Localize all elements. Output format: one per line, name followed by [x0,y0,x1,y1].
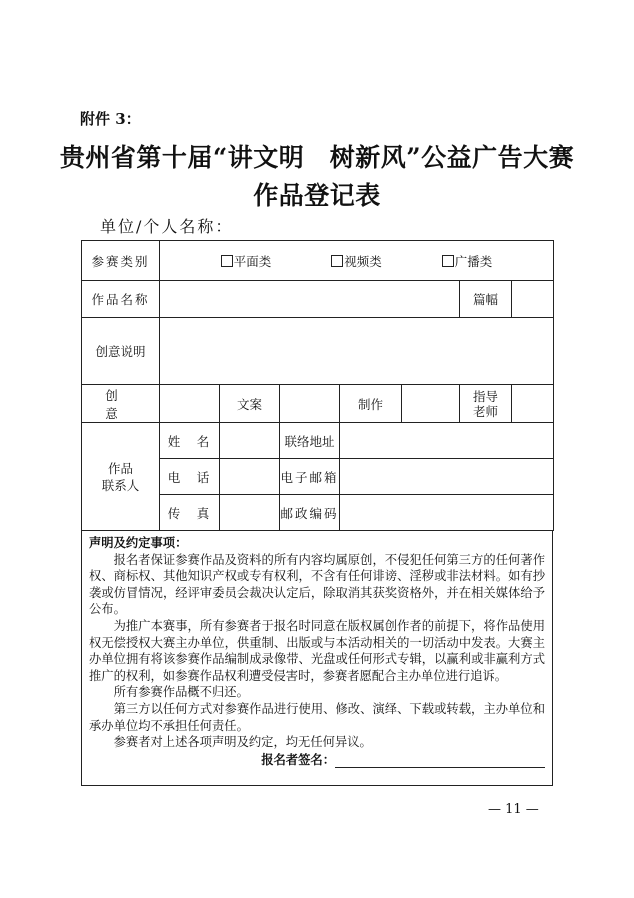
production-label: 制作 [340,385,402,423]
checkbox-radio[interactable] [442,255,454,267]
concept-label: 创意说明 [82,318,160,385]
option-radio[interactable]: 广播类 [442,252,493,270]
declaration-paragraph: 为推广本赛事，所有参赛者于报名时同意在版权属创作者的前提下，将作品使用权无偿授权大赛主办单位，供重制、出版或与本活动相关的一切活动中发表。大赛主办单位拥有将该参赛作品编制成录像带、光盘或任何形式专辑，以赢利或非赢利方式推广的权利，如参赛作品权利遭受侵害时，参赛者愿配合主办单位进行追诉。 [89,618,545,683]
signature-label: 报名者签名： [261,751,335,767]
creative-label: 创 意 [82,385,160,423]
document-subtitle: 作品登记表 [253,181,381,210]
postcode-field[interactable] [340,495,554,531]
work-name-field[interactable] [160,281,460,318]
postcode-label: 邮政编码 [280,495,340,531]
copy-field[interactable] [280,385,340,423]
length-field[interactable] [512,281,554,318]
address-label: 联络地址 [280,423,340,459]
fax-field[interactable] [220,495,280,531]
option-print[interactable]: 平面类 [221,252,272,270]
email-field[interactable] [340,459,554,495]
unit-name-label: 单位/个人名称： [100,217,234,236]
creative-field[interactable] [160,385,220,423]
signature-row [89,752,545,769]
name-field[interactable] [220,423,280,459]
copy-label: 文案 [220,385,280,423]
declaration-paragraph: 第三方以任何方式对参赛作品进行使用、修改、演绎、下载或转载，主办单位和承办单位均不承担任何责任。 [89,701,545,733]
registration-form-table [81,240,554,531]
signature-line[interactable] [335,754,545,768]
advisor-field[interactable] [512,385,554,423]
declaration-heading: 声明及约定事项： [89,535,188,550]
declaration-paragraph: 所有参赛作品概不归还。 [113,685,249,700]
name-label: 姓 名 [160,423,220,459]
phone-field[interactable] [220,459,280,495]
contact-label: 作品 联系人 [82,423,160,531]
address-field[interactable] [340,423,554,459]
document-title: 贵州省第十届“讲文明 树新风”公益广告大赛 [59,143,575,172]
category-label: 参赛类别 [82,241,160,281]
work-name-label: 作品名称 [82,281,160,318]
declaration-paragraph: 报名者保证参赛作品及资料的所有内容均属原创，不侵犯任何第三方的任何著作权、商标权、其他知识产权或专有权利，不含有任何诽谤、淫秽或非法材料。如有抄袭或仿冒情况，经评审委员会裁决认定后，除取消其获奖资格外，并在相关媒体给予公布。 [89,552,545,617]
concept-field[interactable] [160,318,554,385]
option-video[interactable]: 视频类 [331,252,382,270]
page-number: — 11 — [488,802,539,817]
declaration-paragraph: 参赛者对上述各项声明及约定，均无任何异议。 [113,735,372,750]
email-label: 电子邮箱 [280,459,340,495]
category-options [160,241,554,281]
length-label: 篇幅 [460,281,512,318]
fax-label: 传 真 [160,495,220,531]
phone-label: 电 话 [160,459,220,495]
declaration-section [81,530,553,786]
production-field[interactable] [402,385,460,423]
attachment-label: 附件 3： [80,110,141,128]
checkbox-print[interactable] [221,255,233,267]
checkbox-video[interactable] [331,255,343,267]
advisor-label: 指导 老师 [460,385,512,423]
